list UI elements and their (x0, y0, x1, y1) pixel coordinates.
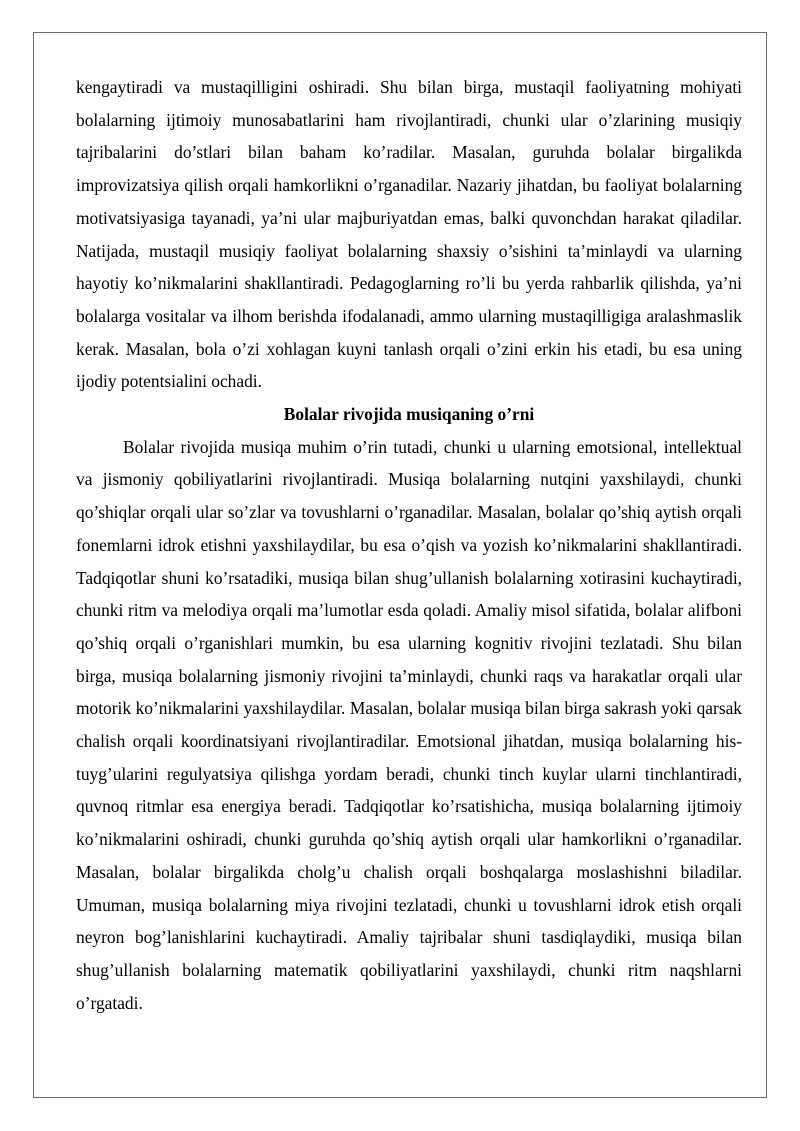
body-paragraph: kengaytiradi va mustaqilligini oshiradi. Shu bilan birga, mustaqil faoliyatning mohiyati bolalarning ijtimoiy munosabatlarini ham rivojlantiradi, chunki ular o’zlarining musiqiy tajribalarini do’stlari bilan baham ko’radilar. Masalan, guruhda bolalar birgalikda improvizatsiya qilish orqali hamkorlikni o’rganadilar. Nazariy jihatdan, bu faoliyat bolalarning motivatsiyasiga tayanadi, ya’ni ular majburiyatdan emas, balki quvonchdan harakat qiladilar. Natijada, mustaqil musiqiy faoliyat bolalarning shaxsiy o’sishini ta’minlaydi va ularning hayotiy ko’nikmalarini shakllantiradi. Pedagoglarning ro’li bu yerda rahbarlik qilishda, ya’ni bolalarga vositalar va ilhom berishda ifodalanadi, ammo ularning mustaqilligiga aralashmaslik kerak. Masalan, bola o’zi xohlagan kuyni tanlash orqali o’zini erkin his etadi, bu esa uning ijodiy potentsialini ochadi. (76, 77, 742, 392)
document-body (76, 71, 742, 1019)
body-paragraph: Bolalar rivojida musiqa muhim o’rin tutadi, chunki u ularning emotsional, intellektual va jismoniy qobiliyatlarini rivojlantiradi. Musiqa bolalarning nutqini yaxshilaydi, chunki qo’shiqlar orqali ular so’zlar va tovushlarni o’rganadilar. Masalan, bolalar qo’shiq aytish orqali fonemlarni idrok etishni yaxshilaydilar, bu esa o’qish va yozish ko’nikmalarini shakllantiradi. Tadqiqotlar shuni ko’rsatadiki, musiqa bilan shug’ullanish bolalarning xotirasini kuchaytiradi, chunki ritm va melodiya orqali ma’lumotlar esda qoladi. Amaliy misol sifatida, bolalar alifboni qo’shiq orqali o’rganishlari mumkin, bu esa ularning kognitiv rivojini tezlatadi. Shu bilan birga, musiqa bolalarning jismoniy rivojini ta’minlaydi, chunki raqs va harakatlar orqali ular motorik ko’nikmalarini yaxshilaydilar. Masalan, bolalar musiqa bilan birga sakrash yoki qarsak chalish orqali koordinatsiyani rivojlantiradilar. Emotsional jihatdan, musiqa bolalarning his-tuyg’ularini regulyatsiya qilishga yordam beradi, chunki tinch kuylar ularni tinchlantiradi, quvnoq ritmlar esa energiya beradi. Tadqiqotlar ko’rsatishicha, musiqa bolalarning ijtimoiy ko’nikmalarini oshiradi, chunki guruhda qo’shiq aytish orqali ular hamkorlikni o’rganadilar. Masalan, bolalar birgalikda cholg’u chalish orqali boshqalarga moslashishni biladilar. Umuman, musiqa bolalarning miya rivojini tezlatadi, chunki u tovushlarni idrok etish orqali neyron bog’lanishlarini kuchaytiradi. Amaliy tajribalar shuni tasdiqlaydiki, musiqa bilan shug’ullanish bolalarning matematik qobiliyatlarini yaxshilaydi, chunki ritm naqshlarni o’rgatadi. (76, 436, 742, 1013)
section-heading: Bolalar rivojida musiqaning o’rni (283, 404, 535, 425)
